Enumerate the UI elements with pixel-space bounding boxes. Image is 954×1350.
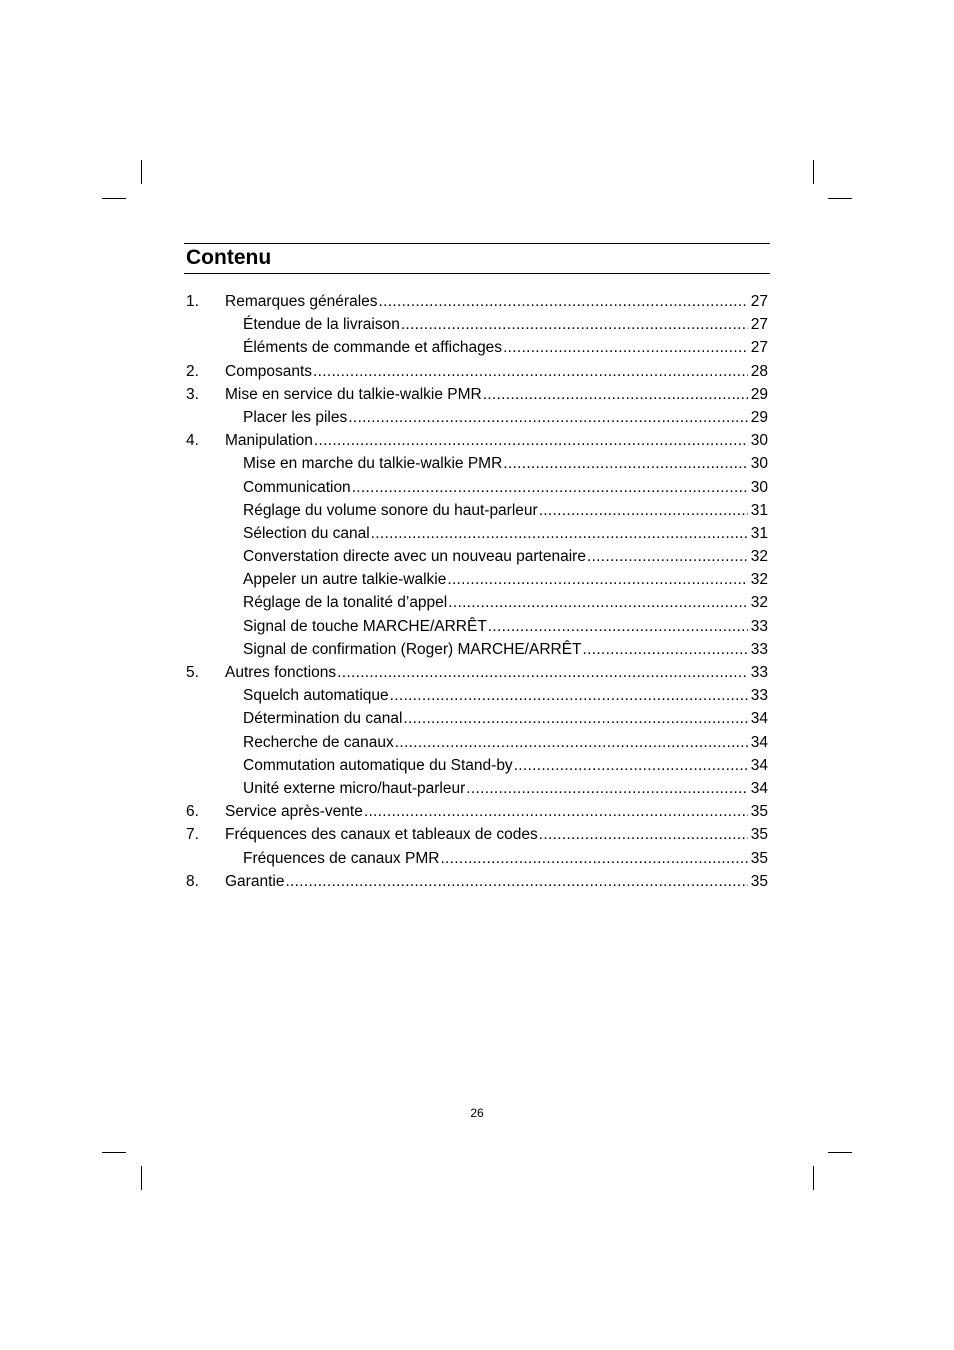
toc-subentry[interactable]: [186, 406, 768, 429]
toc-entry-page: 27: [750, 339, 768, 357]
toc-subentry[interactable]: [186, 336, 768, 359]
crop-mark-top-right-horizontal: [828, 198, 852, 199]
toc-entry-label: Réglage de la tonalité d’appel: [243, 594, 448, 612]
toc-entry-page: 34: [750, 710, 768, 728]
dot-leader: [582, 638, 748, 661]
dot-leader: [502, 336, 748, 359]
page-title: Contenu: [186, 246, 272, 269]
toc-entry-page: 34: [750, 733, 768, 751]
toc-entry-page: 30: [750, 432, 768, 450]
toc-entry-label: Éléments de commande et affichages: [243, 339, 503, 357]
toc-entry-page: 33: [750, 617, 768, 635]
toc-subentry[interactable]: [186, 731, 768, 754]
toc-entry-label: Appeler un autre talkie-walkie: [243, 571, 447, 589]
dot-leader: [447, 591, 748, 614]
dot-leader: [400, 313, 748, 336]
dot-leader: [439, 847, 747, 870]
toc-entry-page: 32: [750, 571, 768, 589]
toc-entry-page: 35: [750, 872, 768, 890]
dot-leader: [487, 615, 748, 638]
toc-entry-label: Composants: [225, 362, 313, 380]
toc-entry-number: 8.: [186, 872, 199, 890]
table-of-contents: [186, 290, 768, 893]
toc-subentry[interactable]: [186, 568, 768, 591]
toc-subentry[interactable]: [186, 499, 768, 522]
toc-entry-label: Signal de confirmation (Roger) MARCHE/ARRÊT: [243, 640, 582, 658]
dot-leader: [538, 823, 748, 846]
toc-entry-page: 33: [750, 640, 768, 658]
toc-subentry[interactable]: [186, 777, 768, 800]
dot-leader: [538, 499, 748, 522]
toc-subentry[interactable]: [186, 754, 768, 777]
toc-entry-page: 33: [750, 664, 768, 681]
toc-entry-number: 2.: [186, 362, 199, 380]
dot-leader: [363, 800, 748, 823]
toc-subentry[interactable]: [186, 313, 768, 336]
toc-entry-page: 31: [750, 524, 768, 542]
dot-leader: [482, 383, 748, 406]
crop-mark-bottom-left-vertical: [141, 1166, 142, 1190]
dot-leader: [370, 522, 748, 545]
toc-subentry[interactable]: [186, 707, 768, 730]
toc-entry-page: 32: [750, 548, 768, 566]
toc-entry-label: Remarques générales: [225, 293, 378, 310]
toc-entry-label: Converstation directe avec un nouveau partenaire: [243, 548, 586, 566]
toc-subentry[interactable]: [186, 684, 768, 707]
toc-subentry[interactable]: [186, 847, 768, 870]
toc-entry-page: 27: [750, 316, 768, 334]
toc-entry-page: 30: [750, 455, 768, 473]
toc-entry-page: 29: [750, 385, 768, 403]
dot-leader: [312, 360, 748, 383]
dot-leader: [513, 754, 748, 777]
toc-entry-label: Réglage du volume sonore du haut-parleur: [243, 501, 538, 519]
toc-entry-label: Étendue de la livraison: [243, 316, 400, 334]
toc-entry-label: Manipulation: [225, 432, 313, 450]
toc-entry-number: 7.: [186, 826, 199, 844]
toc-subentry[interactable]: [186, 476, 768, 499]
toc-entry-page: 35: [750, 849, 768, 867]
toc-subentry[interactable]: [186, 615, 768, 638]
toc-entry-label: Détermination du canal: [243, 710, 403, 728]
toc-entry[interactable]: [186, 823, 768, 846]
toc-entry-label: Commutation automatique du Stand-by: [243, 756, 513, 774]
toc-entry[interactable]: [186, 661, 768, 684]
toc-subentry[interactable]: [186, 591, 768, 614]
toc-entry-page: 32: [750, 594, 768, 612]
dot-leader: [502, 452, 747, 475]
toc-entry-label: Autres fonctions: [225, 664, 337, 681]
dot-leader: [351, 476, 748, 499]
toc-entry-label: Fréquences des canaux et tableaux de codes: [225, 826, 538, 844]
toc-entry-label: Unité externe micro/haut-parleur: [243, 779, 466, 797]
toc-entry[interactable]: [186, 360, 768, 383]
toc-entry[interactable]: [186, 383, 768, 406]
crop-mark-bottom-right-horizontal: [828, 1152, 852, 1153]
title-bottom-rule: [184, 273, 770, 274]
toc-entry-label: Garantie: [225, 872, 285, 890]
dot-leader: [465, 777, 747, 800]
dot-leader: [394, 731, 748, 754]
toc-subentry[interactable]: [186, 522, 768, 545]
toc-entry-number: 4.: [186, 432, 199, 450]
toc-entry-label: Service après-vente: [225, 803, 363, 821]
toc-entry-page: 27: [750, 293, 768, 310]
dot-leader: [378, 290, 748, 313]
toc-entry-label: Mise en marche du talkie-walkie PMR: [243, 455, 503, 473]
toc-entry-label: Sélection du canal: [243, 524, 370, 542]
dot-leader: [347, 406, 748, 429]
toc-subentry[interactable]: [186, 545, 768, 568]
crop-mark-top-left-horizontal: [102, 198, 126, 199]
toc-entry-page: 29: [750, 408, 768, 426]
toc-entry-label: Signal de touche MARCHE/ARRÊT: [243, 617, 487, 635]
page-number: 26: [470, 1106, 484, 1120]
title-top-rule: [184, 243, 770, 244]
toc-subentry[interactable]: [186, 638, 768, 661]
dot-leader: [284, 870, 747, 893]
toc-entry[interactable]: [186, 290, 768, 313]
crop-mark-bottom-right-vertical: [813, 1166, 814, 1190]
toc-entry-page: 35: [750, 826, 768, 844]
toc-entry[interactable]: [186, 870, 768, 893]
toc-subentry[interactable]: [186, 452, 768, 475]
dot-leader: [389, 684, 748, 707]
toc-entry-page: 30: [750, 478, 768, 496]
toc-entry-number: 3.: [186, 385, 199, 403]
toc-entry-page: 34: [750, 779, 768, 797]
toc-entry-label: Placer les piles: [243, 408, 348, 426]
toc-entry-number: 1.: [186, 293, 199, 310]
toc-entry[interactable]: [186, 800, 768, 823]
toc-entry-page: 35: [750, 803, 768, 821]
toc-entry-page: 34: [750, 756, 768, 774]
toc-entry-page: 31: [750, 501, 768, 519]
dot-leader: [336, 661, 748, 684]
dot-leader: [446, 568, 747, 591]
toc-entry[interactable]: [186, 429, 768, 452]
dot-leader: [313, 429, 748, 452]
toc-entry-label: Mise en service du talkie-walkie PMR: [225, 385, 482, 403]
toc-entry-label: Fréquences de canaux PMR: [243, 849, 440, 867]
toc-entry-page: 33: [750, 687, 768, 705]
toc-entry-label: Squelch automatique: [243, 687, 389, 705]
toc-entry-label: Communication: [243, 478, 351, 496]
toc-entry-page: 28: [750, 362, 768, 380]
dot-leader: [586, 545, 748, 568]
crop-mark-top-left-vertical: [141, 160, 142, 184]
toc-entry-number: 6.: [186, 803, 199, 821]
crop-mark-bottom-left-horizontal: [102, 1152, 126, 1153]
toc-entry-label: Recherche de canaux: [243, 733, 394, 751]
crop-mark-top-right-vertical: [813, 160, 814, 184]
dot-leader: [402, 707, 747, 730]
toc-entry-number: 5.: [186, 664, 199, 681]
